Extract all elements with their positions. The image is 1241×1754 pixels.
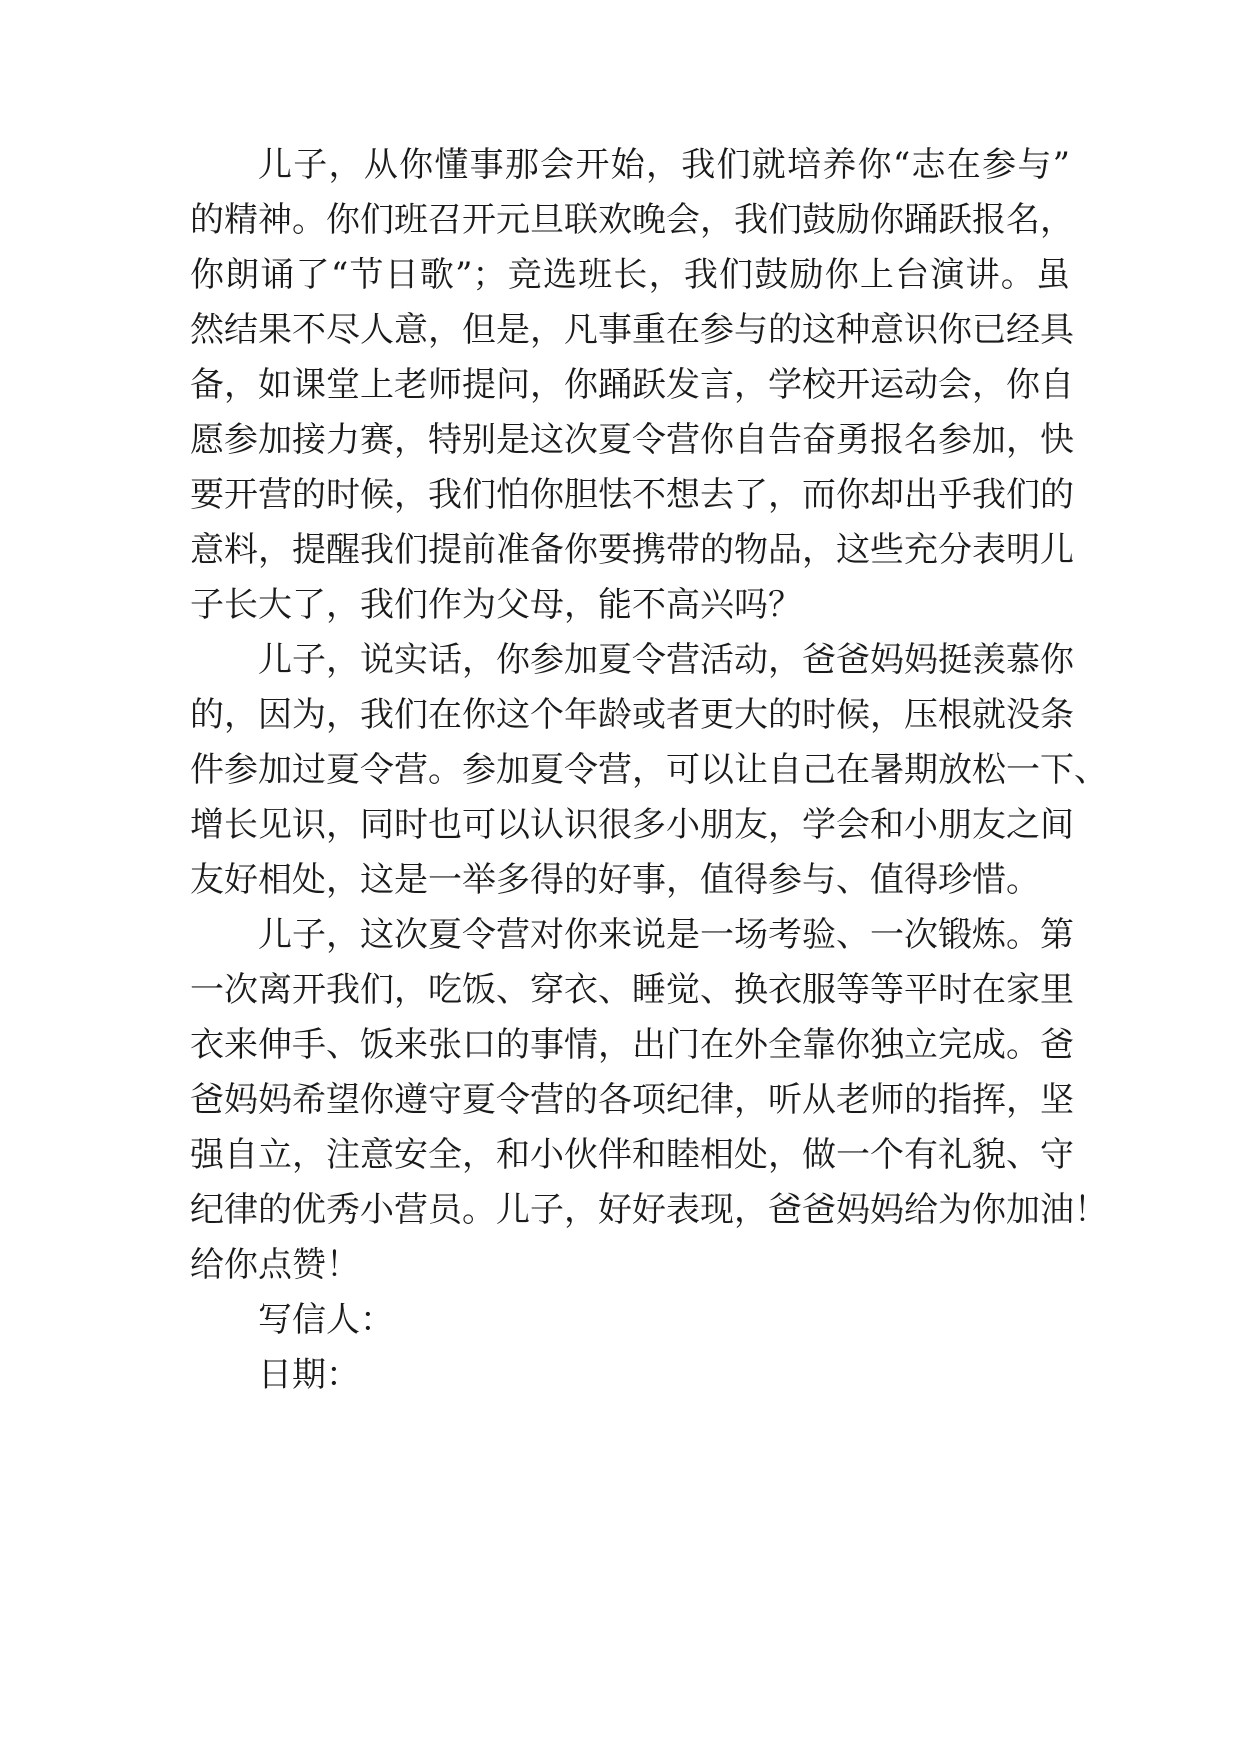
paragraph-1-line-5: 备，如课堂上老师提问，你踊跃发言，学校开运动会，你自: [190, 365, 1074, 405]
paragraph-1-line-2: 的精神。你们班召开元旦联欢晚会，我们鼓励你踊跃报名，: [190, 200, 1074, 240]
paragraph-1-line-3: 你朗诵了“节日歌”；竞选班长，我们鼓励你上台演讲。虽: [190, 255, 1070, 295]
paragraph-3-line-2: 一次离开我们，吃饭、穿衣、睡觉、换衣服等等平时在家里: [190, 970, 1074, 1010]
paragraph-1-line-7: 要开营的时候，我们怕你胆怯不想去了，而你却出乎我们的: [190, 475, 1074, 515]
paragraph-3-line-1: 儿子，这次夏令营对你来说是一场考验、一次锻炼。第: [258, 915, 1074, 955]
paragraph-1-line-8: 意料，提醒我们提前准备你要携带的物品，这些充分表明儿: [190, 530, 1074, 570]
paragraph-2-line-4: 增长见识，同时也可以认识很多小朋友，学会和小朋友之间: [190, 805, 1074, 845]
paragraph-2-line-2: 的，因为，我们在你这个年龄或者更大的时候，压根就没条: [190, 695, 1074, 735]
paragraph-1-line-4: 然结果不尽人意，但是，凡事重在参与的这种意识你已经具: [190, 310, 1074, 350]
paragraph-3-line-3: 衣来伸手、饭来张口的事情，出门在外全靠你独立完成。爸: [190, 1025, 1074, 1065]
paragraph-2-line-1: 儿子，说实话，你参加夏令营活动，爸爸妈妈挺羡慕你: [258, 640, 1074, 680]
date-label: 日期：: [258, 1355, 360, 1395]
paragraph-3-line-5: 强自立，注意安全，和小伙伴和睦相处，做一个有礼貌、守: [190, 1135, 1074, 1175]
paragraph-1-line-6: 愿参加接力赛，特别是这次夏令营你自告奋勇报名参加，快: [190, 420, 1074, 460]
paragraph-2-line-5: 友好相处，这是一举多得的好事，值得参与、值得珍惜。: [190, 860, 1040, 900]
writer-label: 写信人：: [258, 1300, 394, 1340]
paragraph-3-line-6: 纪律的优秀小营员。儿子，好好表现，爸爸妈妈给为你加油！: [190, 1190, 1108, 1230]
paragraph-2-line-3: 件参加过夏令营。参加夏令营，可以让自己在暑期放松一下、: [190, 750, 1108, 790]
paragraph-3-line-7: 给你点赞！: [190, 1245, 360, 1285]
paragraph-1-line-1: 儿子，从你懂事那会开始，我们就培养你“志在参与”: [258, 145, 1070, 185]
paragraph-1-line-9: 子长大了，我们作为父母，能不高兴吗？: [190, 585, 802, 625]
paragraph-3-line-4: 爸妈妈希望你遵守夏令营的各项纪律，听从老师的指挥，坚: [190, 1080, 1074, 1120]
